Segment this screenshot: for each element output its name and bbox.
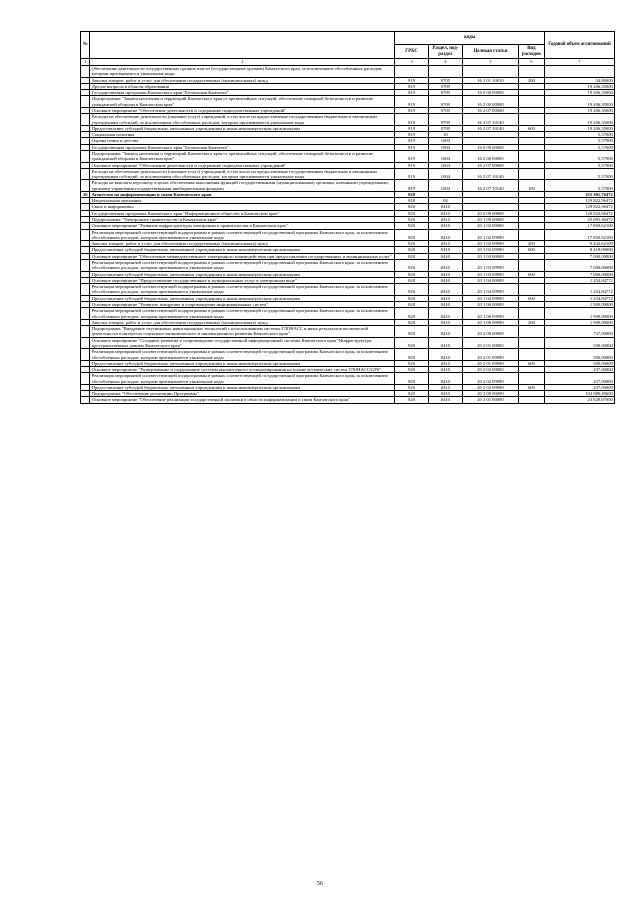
row-target-article: 20 3 01 00000 bbox=[463, 397, 519, 403]
row-grbs: 820 bbox=[395, 295, 428, 301]
table-row bbox=[81, 260, 615, 272]
row-razdel: 0709 bbox=[428, 83, 462, 89]
row-razdel: 1004 bbox=[428, 168, 462, 180]
header-cs: Целевая статья bbox=[463, 45, 519, 59]
row-razdel: 0410 bbox=[428, 301, 462, 307]
row-razdel: 10 bbox=[428, 132, 462, 138]
table-row bbox=[81, 326, 615, 338]
row-amount: 737,00000 bbox=[544, 326, 614, 338]
row-grbs: 820 bbox=[395, 204, 428, 210]
row-razdel: 0410 bbox=[428, 241, 462, 247]
row-number bbox=[81, 150, 90, 162]
row-amount: 23 829,07000 bbox=[544, 397, 614, 403]
col-number: 6 bbox=[518, 59, 544, 66]
row-name: Основное мероприятие "Предоставление государственных и муниципальных услуг в электронном виде" bbox=[90, 277, 395, 283]
row-target-article: 16 2 07 00000 bbox=[463, 107, 519, 113]
row-amount: 7 000,00000 bbox=[544, 260, 614, 272]
row-name: Подпрограмма "Защита населения и территорий Камчатского края от чрезвычайных ситуаций, обеспечение пожарной безопасности и развитие гражданской обороны в Камчатском крае" bbox=[90, 96, 395, 108]
row-name: Расходы на обеспечение деятельности (оказание услуг) учреждений, в том числе на предоставление государственным бюджетным и автономным учреждениям субсидий, за исключением обособленных расходов, которым присваиваются уникальные коды bbox=[90, 168, 395, 180]
col-number: 3 bbox=[395, 59, 428, 66]
row-name: Расходы на выплаты персоналу в целях обеспечения выполнения функций государственными (муниципальными) органами, казенными учреждениями, органами управления государственными внебюджетными фондами bbox=[90, 180, 395, 192]
row-grbs: 820 bbox=[395, 373, 428, 385]
row-name: Подпрограмма "Электронное правительство в Камчатском крае" bbox=[90, 217, 395, 223]
row-amount: 5,57000 bbox=[544, 168, 614, 180]
row-number bbox=[81, 114, 90, 126]
header-name bbox=[90, 32, 395, 59]
row-razdel: 04 bbox=[428, 198, 462, 204]
row-name: Предоставление субсидий бюджетным, автономным учреждениям и иным некоммерческим организациям bbox=[90, 360, 395, 366]
row-amount: 129 822,96472 bbox=[544, 210, 614, 216]
row-grbs: 820 bbox=[395, 367, 428, 373]
row-amount: 5,57000 bbox=[544, 180, 614, 192]
row-razdel: 0709 bbox=[428, 114, 462, 126]
row-name: Основное мероприятие "Развитие инфраструктуры электронного правительства в Камчатском крае" bbox=[90, 223, 395, 229]
table-row bbox=[81, 114, 615, 126]
row-expense-type bbox=[518, 373, 544, 385]
col-number: 7 bbox=[544, 59, 614, 66]
row-name: Предоставление субсидий бюджетным, автономным учреждениям и иным некоммерческим организациям bbox=[90, 271, 395, 277]
row-name: Основное мероприятие "Обеспечение реализации государственной политики в области информатизации и связи Камчатского края" bbox=[90, 397, 395, 403]
row-name: Закупка товаров, работ и услуг для обеспечения государственных (муниципальных) нужд bbox=[90, 319, 395, 325]
row-amount: 5,57000 bbox=[544, 150, 614, 162]
table-row bbox=[81, 150, 615, 162]
row-name: Основное мероприятие "Развертывание и поддержание системы высокоточного позиционирования на основе космических систем ГЛОНАСС/GPS" bbox=[90, 367, 395, 373]
row-razdel: 0410 bbox=[428, 229, 462, 241]
row-number bbox=[81, 326, 90, 338]
row-name: Социальная политика bbox=[90, 132, 395, 138]
row-razdel: 0410 bbox=[428, 308, 462, 320]
row-target-article: 20 2 01 09990 bbox=[463, 360, 519, 366]
row-name: Обеспечение деятельности государственных органов власти (государственных органов) Камчатского края, за исключением обособленных расходов, которым присваиваются уникальные коды bbox=[90, 66, 395, 78]
row-target-article: 16 0 00 00000 bbox=[463, 90, 519, 96]
row-expense-type bbox=[518, 326, 544, 338]
row-amount: 500,00000 bbox=[544, 349, 614, 361]
row-amount: 34,80000 bbox=[544, 77, 614, 83]
row-name: Национальная экономика bbox=[90, 198, 395, 204]
row-amount: 237,00000 bbox=[544, 367, 614, 373]
row-target-article: 20 1 00 00000 bbox=[463, 217, 519, 223]
row-amount: 129 822,96472 bbox=[544, 204, 614, 210]
row-expense-type: 200 bbox=[518, 241, 544, 247]
row-name: Предоставление субсидий бюджетным, автономным учреждениям и иным некоммерческим организациям bbox=[90, 247, 395, 253]
row-razdel: 0410 bbox=[428, 260, 462, 272]
row-target-article: 20 1 06 09990 bbox=[463, 319, 519, 325]
row-expense-type: 100 bbox=[518, 180, 544, 192]
row-grbs: 820 bbox=[395, 247, 428, 253]
row-target-article: 16 2 07 10140 bbox=[463, 125, 519, 131]
row-target-article: 20 1 04 09990 bbox=[463, 284, 519, 296]
row-number bbox=[81, 373, 90, 385]
row-grbs: 819 bbox=[395, 144, 428, 150]
row-razdel: 0410 bbox=[428, 271, 462, 277]
row-target-article: 20 1 02 00000 bbox=[463, 223, 519, 229]
table-row bbox=[81, 96, 615, 108]
row-razdel: 0410 bbox=[428, 210, 462, 216]
row-name: Основное мероприятие "Создание, развитие и сопровождение государственной информационной системы Камчатского края "Инфраструктура пространственных данных Камчатского края" bbox=[90, 337, 395, 349]
row-grbs: 820 bbox=[395, 319, 428, 325]
row-razdel bbox=[428, 66, 462, 78]
row-amount: 8 418,00000 bbox=[544, 247, 614, 253]
row-name: Реализация мероприятий соответствующей подпрограммы в рамках соответствующей государственной программы Камчатского края, за исключением обособленных расходов, которым присваиваются уникальные коды bbox=[90, 260, 395, 272]
col-number: 2 bbox=[90, 59, 395, 66]
row-amount: 211 301,76472 bbox=[544, 191, 614, 197]
row-grbs: 820 bbox=[395, 349, 428, 361]
row-name: Реализация мероприятий соответствующей подпрограммы в рамках соответствующей государственной программы Камчатского края, за исключением обособленных расходов, которым присваиваются уникальные коды bbox=[90, 373, 395, 385]
row-target-article: 20 2 02 09990 bbox=[463, 373, 519, 385]
row-grbs: 820 bbox=[395, 284, 428, 296]
table-row bbox=[81, 284, 615, 296]
row-razdel: 0410 bbox=[428, 253, 462, 259]
row-expense-type bbox=[518, 284, 544, 296]
row-target-article: 16 2 00 00000 bbox=[463, 150, 519, 162]
row-razdel: 0410 bbox=[428, 204, 462, 210]
row-grbs: 819 bbox=[395, 162, 428, 168]
row-amount: 1 254,84772 bbox=[544, 284, 614, 296]
table-row bbox=[81, 66, 615, 78]
row-target-article: 20 1 06 00000 bbox=[463, 301, 519, 307]
row-amount: 5,57000 bbox=[544, 138, 614, 144]
row-grbs: 819 bbox=[395, 96, 428, 108]
row-razdel: 0410 bbox=[428, 223, 462, 229]
col-number: 5 bbox=[463, 59, 519, 66]
budget-table bbox=[80, 31, 615, 404]
row-name: Основное мероприятие "Обеспечение деятельности и содержание подведомственных учреждений" bbox=[90, 162, 395, 168]
row-grbs: 820 bbox=[395, 198, 428, 204]
row-amount: 7 000,00000 bbox=[544, 253, 614, 259]
row-name: Государственная программа Камчатского края "Безопасная Камчатка" bbox=[90, 144, 395, 150]
row-name: Государственная программа Камчатского края "Информационное общество в Камчатском крае" bbox=[90, 210, 395, 216]
row-razdel: 0705 bbox=[428, 77, 462, 83]
row-grbs: 820 bbox=[395, 326, 428, 338]
row-target-article: 20 2 02 00000 bbox=[463, 367, 519, 373]
row-expense-type: 200 bbox=[518, 319, 544, 325]
row-razdel: 0410 bbox=[428, 360, 462, 366]
row-amount: 500,00000 bbox=[544, 360, 614, 366]
row-grbs: 820 bbox=[395, 397, 428, 403]
row-grbs: 820 bbox=[395, 217, 428, 223]
row-name: Реализация мероприятий соответствующей подпрограммы в рамках соответствующей государственной программы Камчатского края, за исключением обособленных расходов, которым присваиваются уникальные коды bbox=[90, 349, 395, 361]
row-target-article: 20 1 06 09990 bbox=[463, 308, 519, 320]
header-grbs: ГРБС bbox=[395, 45, 428, 59]
row-grbs: 819 bbox=[395, 150, 428, 162]
row-name: Основное мероприятие "Обеспечение межведомственного электронного взаимодействия при предоставлении государственных и муниципальных услуг" bbox=[90, 253, 395, 259]
table-row bbox=[81, 373, 615, 385]
row-expense-type bbox=[518, 397, 544, 403]
row-razdel: 0410 bbox=[428, 373, 462, 385]
row-expense-type: 600 bbox=[518, 247, 544, 253]
row-number: 16 bbox=[81, 191, 90, 197]
row-amount: 5,57000 bbox=[544, 162, 614, 168]
row-name: Предоставление субсидий бюджетным, автономным учреждениям и иным некоммерческим организациям bbox=[90, 384, 395, 390]
page-number: 56 bbox=[317, 881, 323, 887]
row-name: Другие вопросы в области образования bbox=[90, 83, 395, 89]
row-amount: 5,57000 bbox=[544, 144, 614, 150]
row-expense-type: 600 bbox=[518, 295, 544, 301]
row-amount: 19 206,35000 bbox=[544, 90, 614, 96]
row-expense-type bbox=[518, 337, 544, 349]
table-row bbox=[81, 180, 615, 192]
row-grbs: 820 bbox=[395, 191, 428, 197]
row-amount: 19 206,35000 bbox=[544, 96, 614, 108]
table-header bbox=[81, 32, 615, 66]
table-row bbox=[81, 308, 615, 320]
row-expense-type: 200 bbox=[518, 77, 544, 83]
row-grbs: 820 bbox=[395, 337, 428, 349]
table-body bbox=[81, 66, 615, 404]
row-amount: 1 900,00000 bbox=[544, 319, 614, 325]
row-target-article: 20 1 03 09990 bbox=[463, 260, 519, 272]
row-expense-type bbox=[518, 229, 544, 241]
row-razdel: 0410 bbox=[428, 326, 462, 338]
row-grbs: 820 bbox=[395, 277, 428, 283]
row-expense-type bbox=[518, 66, 544, 78]
row-expense-type bbox=[518, 168, 544, 180]
row-grbs: 819 bbox=[395, 138, 428, 144]
row-razdel: 0709 bbox=[428, 125, 462, 131]
budget-table-container bbox=[80, 31, 615, 404]
row-expense-type bbox=[518, 260, 544, 272]
row-target-article: 20 1 03 09990 bbox=[463, 271, 519, 277]
row-razdel: 0410 bbox=[428, 337, 462, 349]
row-expense-type bbox=[518, 349, 544, 361]
row-amount: 19 206,35000 bbox=[544, 125, 614, 131]
row-grbs: 820 bbox=[395, 253, 428, 259]
row-target-article: 16 2 07 00000 bbox=[463, 162, 519, 168]
row-target-article: 20 3 00 00000 bbox=[463, 391, 519, 397]
row-amount bbox=[544, 66, 614, 78]
row-number bbox=[81, 397, 90, 403]
row-razdel: 0410 bbox=[428, 277, 462, 283]
row-number bbox=[81, 66, 90, 78]
row-expense-type: 600 bbox=[518, 384, 544, 390]
row-target-article: 20 2 00 00000 bbox=[463, 326, 519, 338]
row-name: Реализация мероприятий соответствующей подпрограммы в рамках соответствующей государственной программы Камчатского края, за исключением обособленных расходов, которым присваиваются уникальные коды bbox=[90, 284, 395, 296]
row-grbs: 820 bbox=[395, 301, 428, 307]
row-expense-type: 600 bbox=[518, 271, 544, 277]
header-razdel: Раздел, под-раздел bbox=[428, 45, 462, 59]
row-razdel: 0410 bbox=[428, 217, 462, 223]
table-row bbox=[81, 349, 615, 361]
row-grbs: 819 bbox=[395, 168, 428, 180]
row-amount: 104 080,49600 bbox=[544, 391, 614, 397]
row-number bbox=[81, 260, 90, 272]
row-razdel: 1004 bbox=[428, 138, 462, 144]
row-target-article: 16 2 07 10140 bbox=[463, 168, 519, 180]
row-grbs: 820 bbox=[395, 360, 428, 366]
row-expense-type: 600 bbox=[518, 360, 544, 366]
row-grbs: 819 bbox=[395, 77, 428, 83]
row-expense-type bbox=[518, 114, 544, 126]
row-target-article: 20 1 04 09990 bbox=[463, 295, 519, 301]
row-grbs: 820 bbox=[395, 260, 428, 272]
row-amount: 237,00000 bbox=[544, 384, 614, 390]
row-name: Основное мероприятие "Развитие, внедрение и сопровождение информационных систем" bbox=[90, 301, 395, 307]
row-number bbox=[81, 349, 90, 361]
row-target-article: 20 1 02 09990 bbox=[463, 247, 519, 253]
row-expense-type bbox=[518, 308, 544, 320]
row-razdel: 0410 bbox=[428, 384, 462, 390]
row-name: Закупка товаров, работ и услуг для обеспечения государственных (муниципальных) нужд bbox=[90, 77, 395, 83]
row-amount: 1 254,84772 bbox=[544, 295, 614, 301]
row-expense-type bbox=[518, 96, 544, 108]
header-num: № bbox=[81, 32, 90, 59]
row-name: Закупка товаров, работ и услуг для обеспечения государственных (муниципальных) нужд bbox=[90, 241, 395, 247]
row-name: Охрана семьи и детства bbox=[90, 138, 395, 144]
row-expense-type: 600 bbox=[518, 125, 544, 131]
row-razdel: 1004 bbox=[428, 180, 462, 192]
table-row bbox=[81, 337, 615, 349]
row-name: Государственная программа Камчатского края "Безопасная Камчатка" bbox=[90, 90, 395, 96]
row-razdel: 0410 bbox=[428, 295, 462, 301]
row-razdel: 0709 bbox=[428, 96, 462, 108]
row-number bbox=[81, 337, 90, 349]
row-name: Реализация мероприятий соответствующей подпрограммы в рамках соответствующей государственной программы Камчатского края, за исключением обособленных расходов, которым присваиваются уникальные коды bbox=[90, 308, 395, 320]
row-grbs: 819 bbox=[395, 132, 428, 138]
row-amount: 129 822,96472 bbox=[544, 198, 614, 204]
header-sum: Годовой объем ассигнований bbox=[544, 32, 614, 59]
row-grbs: 820 bbox=[395, 241, 428, 247]
row-name: Агентство по информатизации и связи Камчатского края bbox=[90, 191, 395, 197]
row-amount: 5,57000 bbox=[544, 132, 614, 138]
row-amount: 7 000,00000 bbox=[544, 271, 614, 277]
column-number-row bbox=[81, 59, 615, 66]
row-grbs: 819 bbox=[395, 114, 428, 126]
row-razdel: 0709 bbox=[428, 107, 462, 113]
col-number: 4 bbox=[428, 59, 462, 66]
row-razdel: 0410 bbox=[428, 397, 462, 403]
row-number bbox=[81, 180, 90, 192]
row-target-article: 16 0 00 00000 bbox=[463, 144, 519, 150]
row-target-article: 20 1 04 00000 bbox=[463, 277, 519, 283]
row-amount: 9 432,62100 bbox=[544, 241, 614, 247]
row-number bbox=[81, 308, 90, 320]
row-grbs: 819 bbox=[395, 107, 428, 113]
row-amount: 17 850,62100 bbox=[544, 229, 614, 241]
table-row bbox=[81, 397, 615, 403]
table-row bbox=[81, 229, 615, 241]
row-name: Связь и информатика bbox=[90, 204, 395, 210]
row-name: Подпрограмма "Внедрение спутниковых навигационных технологий с использованием системы ГЛОНАСС и иных результатов космической деятельности в интересах социально-экономического и инновационного развития Камчатского края" bbox=[90, 326, 395, 338]
row-amount: 19 206,35000 bbox=[544, 107, 614, 113]
row-razdel: 0410 bbox=[428, 319, 462, 325]
row-grbs: 820 bbox=[395, 229, 428, 241]
row-grbs: 820 bbox=[395, 271, 428, 277]
row-name: Расходы на обеспечение деятельности (оказание услуг) учреждений, в том числе на предоставление государственным бюджетным и автономным учреждениям субсидий, за исключением обособленных расходов, которым присваиваются уникальные коды bbox=[90, 114, 395, 126]
row-amount: 1 900,00000 bbox=[544, 301, 614, 307]
row-name: Подпрограмма "Защита населения и территорий Камчатского края от чрезвычайных ситуаций, обеспечение пожарной безопасности и развитие гражданской обороны в Камчатском крае" bbox=[90, 150, 395, 162]
row-name: Предоставление субсидий бюджетным, автономным учреждениям и иным некоммерческим организациям bbox=[90, 295, 395, 301]
row-number bbox=[81, 168, 90, 180]
row-amount: 500,00000 bbox=[544, 337, 614, 349]
row-grbs: 819 bbox=[395, 83, 428, 89]
row-razdel: 0410 bbox=[428, 247, 462, 253]
row-razdel: 1004 bbox=[428, 144, 462, 150]
header-codes: коды bbox=[395, 32, 545, 45]
row-amount: 17 850,62100 bbox=[544, 223, 614, 229]
row-amount: 19 206,35000 bbox=[544, 83, 614, 89]
row-name: Подпрограмма "Обеспечение реализации Программы" bbox=[90, 391, 395, 397]
row-grbs: 819 bbox=[395, 90, 428, 96]
row-grbs: 820 bbox=[395, 223, 428, 229]
row-amount: 1 900,00000 bbox=[544, 308, 614, 320]
row-grbs: 819 bbox=[395, 125, 428, 131]
row-target-article: 20 1 02 09990 bbox=[463, 241, 519, 247]
row-grbs: 820 bbox=[395, 391, 428, 397]
row-target-article: 16 2 00 00000 bbox=[463, 96, 519, 108]
row-razdel: 0410 bbox=[428, 367, 462, 373]
col-number: 1 bbox=[81, 59, 90, 66]
row-grbs bbox=[395, 66, 428, 78]
row-target-article: 20 1 02 09990 bbox=[463, 229, 519, 241]
table-row bbox=[81, 168, 615, 180]
row-razdel: 1004 bbox=[428, 162, 462, 168]
row-amount: 1 254,84772 bbox=[544, 277, 614, 283]
row-number bbox=[81, 284, 90, 296]
row-number bbox=[81, 96, 90, 108]
row-name: Предоставление субсидий бюджетным, автономным учреждениям и иным некоммерческим организациям bbox=[90, 125, 395, 131]
row-razdel: 0709 bbox=[428, 90, 462, 96]
row-number bbox=[81, 229, 90, 241]
row-grbs: 820 bbox=[395, 308, 428, 320]
row-target-article: 16 1 01 10010 bbox=[463, 77, 519, 83]
row-target-article: 20 0 00 00000 bbox=[463, 210, 519, 216]
row-expense-type bbox=[518, 150, 544, 162]
row-target-article: 16 2 07 10140 bbox=[463, 114, 519, 126]
row-razdel: 0410 bbox=[428, 391, 462, 397]
row-target-article: 20 2 01 09990 bbox=[463, 349, 519, 361]
row-target-article bbox=[463, 66, 519, 78]
row-name: Реализация мероприятий соответствующей подпрограммы в рамках соответствующей государственной программы Камчатского края, за исключением обособленных расходов, которым присваиваются уникальные коды bbox=[90, 229, 395, 241]
row-target-article: 16 2 07 10140 bbox=[463, 180, 519, 192]
row-grbs: 820 bbox=[395, 210, 428, 216]
row-amount: 237,00000 bbox=[544, 373, 614, 385]
row-target-article: 20 1 03 00000 bbox=[463, 253, 519, 259]
row-razdel: 1004 bbox=[428, 150, 462, 162]
row-target-article: 20 2 02 09990 bbox=[463, 384, 519, 390]
row-amount: 19 206,35000 bbox=[544, 114, 614, 126]
row-amount: 25 005,46472 bbox=[544, 217, 614, 223]
row-grbs: 820 bbox=[395, 384, 428, 390]
row-name: Основное мероприятие "Обеспечение деятельности и содержание подведомственных учреждений" bbox=[90, 107, 395, 113]
row-razdel: 0410 bbox=[428, 349, 462, 361]
row-target-article: 20 2 01 00000 bbox=[463, 337, 519, 349]
row-razdel: 0410 bbox=[428, 284, 462, 296]
header-vr: Вид расходов bbox=[518, 45, 544, 59]
row-grbs: 819 bbox=[395, 180, 428, 192]
